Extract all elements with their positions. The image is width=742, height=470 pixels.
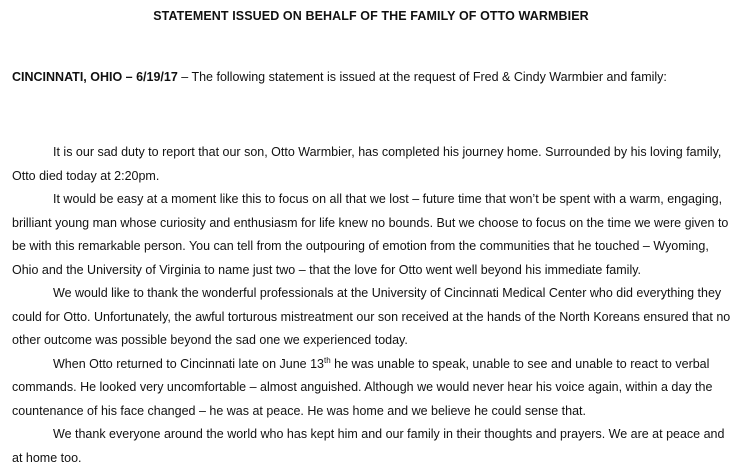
paragraph-4-superscript: th [324,355,331,365]
dateline [12,69,737,85]
paragraph-4-after: he was unable to speak, unable to see and unable to react to verbal commands. He looked very uncomfortable – almost anguished. Although we would never hear his voice again, within a day the countenance of his face changed – he was at peace. He was home and we believe he could sense that. [12,356,713,418]
paragraph-4-before: When Otto returned to Cincinnati late on June 13 [53,356,324,371]
document-title: STATEMENT ISSUED ON BEHALF OF THE FAMILY OF OTTO WARMBIER [153,9,589,23]
statement-body [12,141,734,470]
paragraph-2: It would be easy at a moment like this to focus on all that we lost – future time that won’t be spent with a warm, engaging, brilliant young man whose curiosity and enthusiasm for life knew no bounds. But we choose to focus on the time we were given to be with this remarkable person. You can tell from the outpouring of emotion from the communities that he touched – Wyoming, Ohio and the University of Virginia to name just two – that the love for Otto went well beyond his immediate family. [12,192,729,277]
paragraph-4 [12,353,734,424]
paragraph-1: It is our sad duty to report that our son, Otto Warmbier, has completed his journey home. Surrounded by his loving family, Otto died today at 2:20pm. [12,145,722,183]
paragraph-3: We would like to thank the wonderful professionals at the University of Cincinnati Medical Center who did everything they could for Otto. Unfortunately, the awful torturous mistreatment our son received at the hands of the North Koreans ensured that no other outcome was possible beyond the sad one we experienced today. [12,286,731,347]
dateline-place-date: CINCINNATI, OHIO – 6/19/17 [12,70,178,84]
paragraph-5: We thank everyone around the world who has kept him and our family in their thoughts and prayers. We are at peace and at home too. [12,427,725,465]
dateline-intro: – The following statement is issued at the request of Fred & Cindy Warmbier and family: [177,70,667,84]
